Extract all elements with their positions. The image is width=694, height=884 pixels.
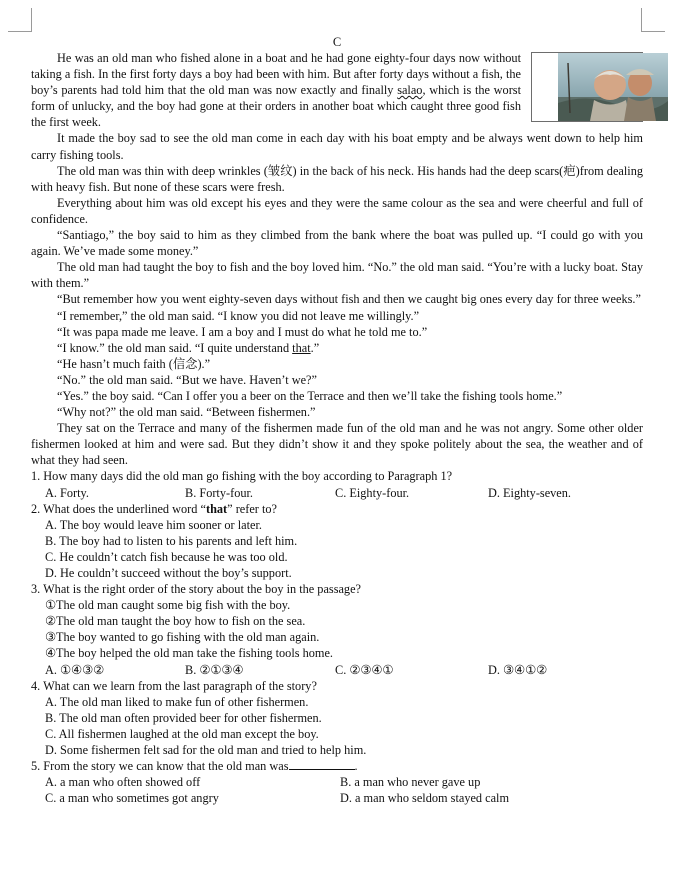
q3-option-c[interactable]: C. ②③④① <box>335 662 394 677</box>
q2-option-b[interactable]: B. The boy had to listen to his parents and left him. <box>45 533 298 548</box>
paragraph-7: “But remember how you went eighty-seven days without fish and then we caught big ones every day for three weeks.” <box>57 292 641 307</box>
q4-option-a[interactable]: A. The old man liked to make fun of other fishermen. <box>45 694 309 709</box>
question-5-options-row-2 <box>31 790 643 806</box>
q5-option-d[interactable]: D. a man who seldom stayed calm <box>340 791 510 806</box>
question-3-stem: 3. What is the right order of the story about the boy in the passage? <box>31 582 361 597</box>
q1-option-b[interactable]: B. Forty-four. <box>185 485 253 500</box>
q1-option-d[interactable]: D. Eighty-seven. <box>488 485 571 500</box>
paragraph-5: “Santiago,” the boy said to him as they climbed from the bank where the boat was pulled up. “I could go with you again. We’ve made some money.” <box>31 228 643 259</box>
question-2-stem: 2. What does the underlined word “that” refer to? <box>31 501 277 516</box>
question-3-options <box>31 662 643 678</box>
q5-option-a[interactable]: A. a man who often showed off <box>45 775 201 790</box>
q1-option-c[interactable]: C. Eighty-four. <box>335 485 410 500</box>
document-page <box>31 34 643 806</box>
section-label: C <box>332 35 342 49</box>
q4-option-b[interactable]: B. The old man often provided beer for other fishermen. <box>45 710 322 725</box>
paragraph-15: They sat on the Terrace and many of the fishermen made fun of the old man and he was not angry. Some other older fishermen looked at him and were sad. But they didn’t show it and they spoke politely about the sea, the weather and of what they had seen. <box>31 421 643 468</box>
paragraph-12: “No.” the old man said. “But we have. Haven’t we?” <box>57 372 317 387</box>
crop-mark-top-left-horizontal <box>8 31 32 32</box>
paragraph-13: “Yes.” the boy said. “Can I offer you a beer on the Terrace and then we’ll take the fishing tools home.” <box>57 388 563 403</box>
paragraph-4: Everything about him was old except his eyes and they were the same colour as the sea and were cheerful and full of confidence. <box>31 195 643 226</box>
q2-option-c[interactable]: C. He couldn’t catch fish because he was too old. <box>45 549 288 564</box>
salao-word: salao <box>397 83 423 98</box>
q1-option-a[interactable]: A. Forty. <box>45 485 89 500</box>
crop-mark-top-right-vertical <box>641 8 642 32</box>
story-illustration <box>531 52 643 122</box>
q5-option-b[interactable]: B. a man who never gave up <box>340 775 481 790</box>
q3-option-b[interactable]: B. ②①③④ <box>185 662 244 677</box>
q3-item-2: ②The old man taught the boy how to fish on the sea. <box>45 614 306 629</box>
underlined-that: that <box>292 340 311 355</box>
q4-option-d[interactable]: D. Some fishermen felt sad for the old man and tried to help him. <box>45 743 367 758</box>
q5-option-c[interactable]: C. a man who sometimes got angry <box>45 791 219 806</box>
q2-option-d[interactable]: D. He couldn’t succeed without the boy’s support. <box>45 566 292 580</box>
q3-item-4: ④The boy helped the old man take the fishing tools home. <box>45 646 333 661</box>
paragraph-2: It made the boy sad to see the old man come in each day with his boat empty and be always went down to help him carry fishing tools. <box>31 131 643 162</box>
paragraph-9: “It was papa made me leave. I am a boy and I must do what he told me to.” <box>57 324 428 339</box>
crop-mark-top-right-horizontal <box>641 31 665 32</box>
q3-option-d[interactable]: D. ③④①② <box>488 662 548 677</box>
q3-item-1: ①The old man caught some big fish with the boy. <box>45 598 291 613</box>
old-man-and-boy-image <box>558 53 668 121</box>
answer-blank[interactable] <box>289 758 355 770</box>
question-5-options-row-1 <box>31 774 643 790</box>
paragraph-11: “He hasn’t much faith (信念).” <box>57 356 211 371</box>
crop-mark-top-left-vertical <box>31 8 32 32</box>
q4-option-c[interactable]: C. All fishermen laughed at the old man except the boy. <box>45 726 319 741</box>
paragraph-14: “Why not?” the old man said. “Between fishermen.” <box>57 405 316 420</box>
paragraph-1: He was an old man who fished alone in a boat and he had gone eighty-four days now without taking a fish. In the first forty days a boy had been with him. But after forty days without a fish, the boy’s parents had told him that the old man was now exactly and finally salao, which is the worst form of unlucky, and the boy had gone at their orders in another boat which caught three good fish the first week. <box>31 50 643 130</box>
question-1-options <box>31 485 643 501</box>
paragraph-10: “I know.” the old man said. “I quite understand that.” <box>57 340 320 355</box>
question-1-stem: 1. How many days did the old man go fishing with the boy according to Paragraph 1? <box>31 469 453 484</box>
q2-option-a[interactable]: A. The boy would leave him sooner or later. <box>45 517 262 532</box>
q3-option-a[interactable]: A. ①④③② <box>45 662 105 677</box>
q3-item-3: ③The boy wanted to go fishing with the old man again. <box>45 630 320 645</box>
paragraph-6: The old man had taught the boy to fish and the boy loved him. “No.” the old man said. “You’re with a lucky boat. Stay with them.” <box>31 260 643 291</box>
question-4-stem: 4. What can we learn from the last paragraph of the story? <box>31 678 317 693</box>
paragraph-8: “I remember,” the old man said. “I know you did not leave me willingly.” <box>57 308 420 323</box>
paragraph-3: The old man was thin with deep wrinkles (皱纹) in the back of his neck. His hands had the deep scars(疤)from dealing with heavy fish. But none of these scars were fresh. <box>31 163 643 194</box>
question-5-stem: 5. From the story we can know that the old man was . <box>31 759 358 774</box>
